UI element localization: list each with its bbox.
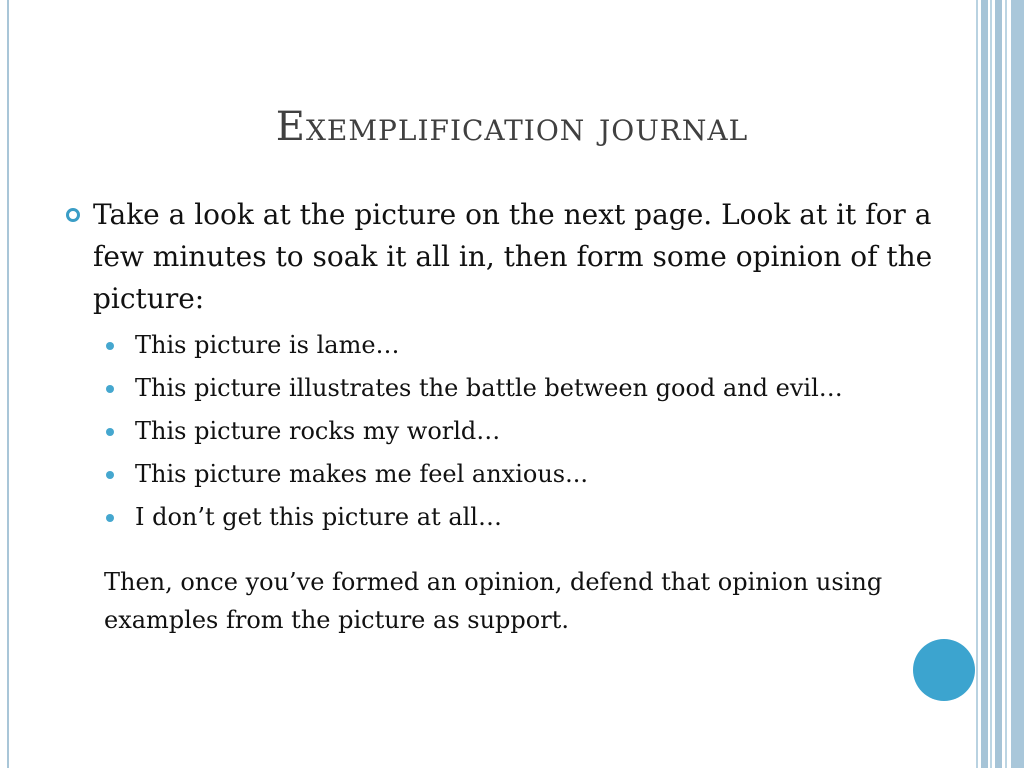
slide-body xyxy=(58,194,958,639)
dot-bullet-icon xyxy=(106,342,114,350)
list-item xyxy=(58,324,958,367)
slide-title: Exemplification journal xyxy=(275,104,749,150)
closing-paragraph: Then, once you’ve formed an opinion, defend that opinion using examples from the picture as support. xyxy=(104,568,883,634)
list-item xyxy=(58,410,958,453)
dot-bullet-icon xyxy=(106,385,114,393)
dot-bullet-icon xyxy=(106,471,114,479)
list-item-text: This picture is lame… xyxy=(135,331,400,359)
main-bullet xyxy=(58,194,958,320)
list-item-text: This picture illustrates the battle between good and evil… xyxy=(135,374,843,402)
ring-bullet-icon xyxy=(66,208,80,222)
list-item-text: I don’t get this picture at all… xyxy=(135,503,502,531)
sub-bullet-list xyxy=(58,324,958,539)
decorative-circle-icon xyxy=(913,639,975,701)
dot-bullet-icon xyxy=(106,428,114,436)
list-item-text: This picture makes me feel anxious... xyxy=(135,460,588,488)
list-item xyxy=(58,453,958,496)
list-item-text: This picture rocks my world… xyxy=(135,417,501,445)
list-item xyxy=(58,496,958,539)
list-item xyxy=(58,367,958,410)
dot-bullet-icon xyxy=(106,514,114,522)
main-bullet-text: Take a look at the picture on the next page. Look at it for a few minutes to soak it all in, then form some opinion of the picture: xyxy=(93,198,933,315)
